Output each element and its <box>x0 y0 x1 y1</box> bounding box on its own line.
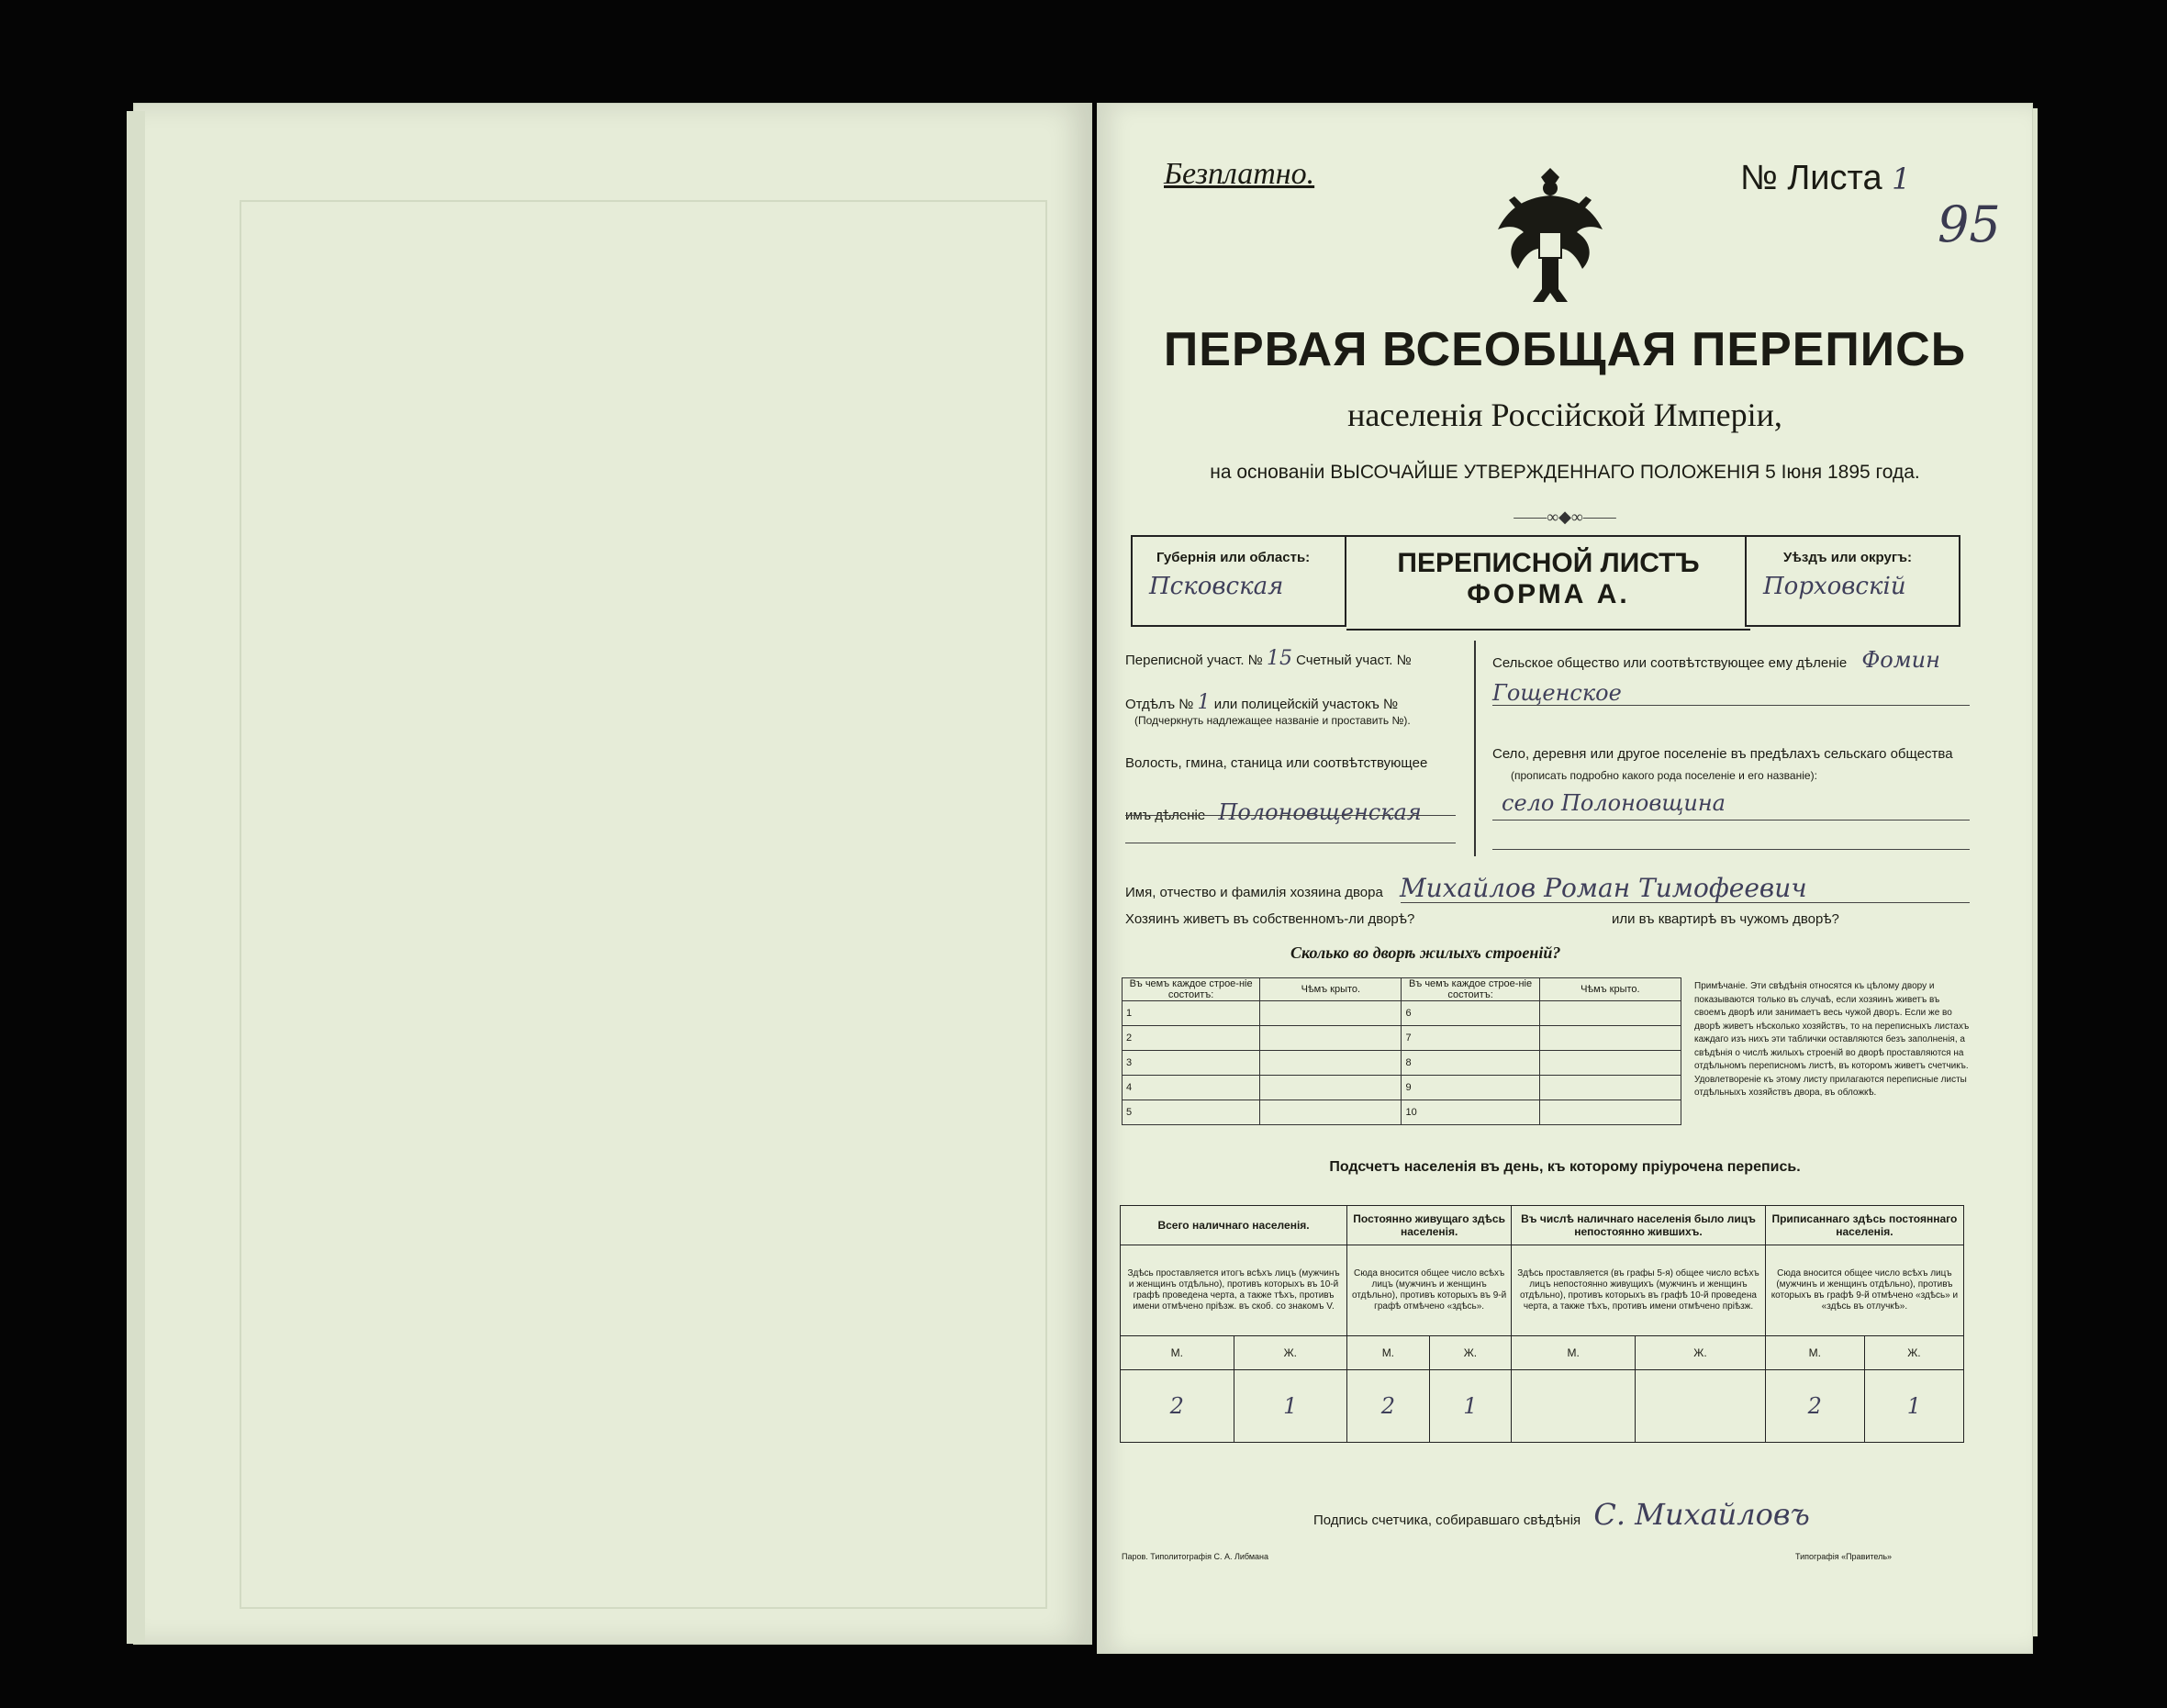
form-name: ФОРМА А. <box>1467 579 1630 609</box>
society-row <box>1492 647 1940 673</box>
male-label: М. <box>1765 1336 1864 1370</box>
census-subtitle: населенія Россійской Имперіи, <box>1347 396 1782 433</box>
resident-male-count: 2 <box>1347 1370 1430 1443</box>
form-title-box <box>1346 535 1750 631</box>
male-label: М. <box>1121 1336 1234 1370</box>
corner-number: 95 <box>1938 195 2001 253</box>
structures-table <box>1122 977 1681 1125</box>
buildings-label: Сколько во дворѣ жилыхъ строеній? <box>1290 943 1561 962</box>
village-note: (прописать подробно какого рода поселеніе и его названіе): <box>1511 769 1817 782</box>
owner-row <box>1125 873 1807 903</box>
uezd-value: Порховскій <box>1763 573 1906 600</box>
owner-lives-label: Хозяинъ живетъ въ собственномъ-ли дворѣ? <box>1125 911 1415 927</box>
left-page-frame <box>240 200 1047 1609</box>
structures-header-material: Въ чемъ каждое строе-ніе состоитъ: <box>1123 978 1260 1001</box>
legal-basis: на основаніи ВЫСОЧАЙШЕ УТВЕРЖДЕННАГО ПОЛОЖЕНІЯ 5 Іюня 1895 года. <box>1210 462 1920 483</box>
structures-note: Примѣчаніе. Эти свѣдѣнія относятся къ цѣлому двору и показываются только въ случаѣ, если хозяинъ живетъ въ своемъ дворѣ или занимаетъ весь чужой дворъ. Если же во дворѣ живетъ нѣсколько хозяйствъ, то на переписныхъ листахъ каждаго изъ нихъ эти таблички оставляются безъ заполненія, а свѣдѣнія о числѣ жилыхъ строеній во дворѣ проставляются на отдѣльномъ переписномъ листѣ, въ которомъ живетъ счетчикъ. Удовлетвореніе къ этому листу прилагаются переписные листы отдѣльныхъ хозяйствъ двора, въ обложкѣ. <box>1694 981 1970 1098</box>
population-count-table <box>1120 1205 1964 1443</box>
table-row: 2 7 <box>1123 1026 1681 1051</box>
society-label: Сельское общество или соотвѣтствующее ему дѣленіе <box>1492 655 1848 671</box>
table-row: 4 9 <box>1123 1076 1681 1100</box>
census-district-label: Переписной участ. № <box>1125 653 1263 668</box>
male-label: М. <box>1512 1336 1636 1370</box>
female-label: Ж. <box>1864 1336 1963 1370</box>
male-label: М. <box>1347 1336 1430 1370</box>
signature-label: Подпись счетчика, собиравшаго свѣдѣнія <box>1313 1513 1581 1528</box>
sheet-number-value: 1 <box>1892 162 1911 196</box>
count-title: Подсчетъ населенія въ день, къ которому пріурочена перепись. <box>1329 1159 1801 1175</box>
society-value: Фомин <box>1861 647 1940 673</box>
owner-lives-label-2: или въ квартирѣ въ чужомъ дворѣ? <box>1612 911 1839 927</box>
left-blank-page <box>133 103 1092 1645</box>
registered-female-count: 1 <box>1864 1370 1963 1443</box>
table-row: 3 8 <box>1123 1051 1681 1076</box>
counting-district-label: Счетный участ. № <box>1296 653 1412 668</box>
table-row: 5 10 <box>1123 1100 1681 1125</box>
village-value: село Полоновщина <box>1502 790 1726 816</box>
underline-note: (Подчеркнуть надлежащее названіе и проставить №). <box>1134 714 1411 727</box>
column-divider <box>1474 641 1476 856</box>
owner-label: Имя, отчество и фамилія хозяина двора <box>1125 885 1383 900</box>
double-headed-eagle-emblem <box>1481 161 1619 307</box>
village-line-2 <box>1492 849 1970 850</box>
structures-header-roof-2: Чѣмъ крыто. <box>1539 978 1681 1001</box>
printer-imprint-left: Паров. Типолитографія С. А. Либмана <box>1122 1552 1269 1561</box>
otdel-value: 1 <box>1197 691 1211 714</box>
gubernia-value: Псковская <box>1149 573 1284 600</box>
signature-row <box>1313 1497 1810 1532</box>
female-label: Ж. <box>1234 1336 1347 1370</box>
count-header-present: Всего наличнаго населенія. <box>1121 1206 1347 1245</box>
count-header-registered: Приписаннаго здѣсь постояннаго населенія. <box>1765 1206 1963 1245</box>
owner-line <box>1401 902 1970 903</box>
count-header-temporary: Въ числѣ наличнаго населенія было лицъ непостоянно жившихъ. <box>1512 1206 1766 1245</box>
village-label: Село, деревня или другое поселеніе въ предѣлахъ сельскаго общества <box>1492 746 1953 762</box>
society-value-2: Гощенское <box>1492 680 1622 706</box>
census-title: ПЕРВАЯ ВСЕОБЩАЯ ПЕРЕПИСЬ <box>1163 323 1967 376</box>
otdel-row <box>1125 691 1465 714</box>
gubernia-box <box>1131 535 1346 627</box>
structures-header-material-2: Въ чемъ каждое строе-ніе состоитъ: <box>1402 978 1539 1001</box>
society-line <box>1492 705 1970 706</box>
structures-header-roof: Чѣмъ крыто. <box>1260 978 1402 1001</box>
owner-value: Михайлов Роман Тимофеевич <box>1400 873 1807 903</box>
census-form-page <box>1097 103 2033 1654</box>
volost-row <box>1125 799 1422 825</box>
female-label: Ж. <box>1429 1336 1512 1370</box>
village-line <box>1492 820 1970 821</box>
signature-value: С. Михайловъ <box>1593 1497 1810 1532</box>
form-title: ПЕРЕПИСНОЙ ЛИСТЪ <box>1397 548 1700 578</box>
present-female-count: 1 <box>1234 1370 1347 1443</box>
ornamental-divider: ——∞◆∞—— <box>1514 508 1616 526</box>
registered-male-count: 2 <box>1765 1370 1864 1443</box>
count-desc-resident: Сюда вносится общее число всѣхъ лицъ (мужчинъ и женщинъ отдѣльно), противъ которыхъ въ 9-й графѣ отмѣчено «здѣсь». <box>1347 1245 1512 1336</box>
table-row: 1 6 <box>1123 1001 1681 1026</box>
gubernia-label: Губернія или область: <box>1156 550 1311 565</box>
volost-value: Полоновщенская <box>1218 799 1422 825</box>
temporary-female-count <box>1636 1370 1766 1443</box>
present-male-count: 2 <box>1121 1370 1234 1443</box>
census-district-row <box>1125 647 1465 670</box>
volost-line <box>1125 815 1456 816</box>
count-desc-temporary: Здѣсь проставляется (въ графы 5-я) общее число всѣхъ лицъ непостоянно живущихъ (мужчинъ и женщинъ отдѣльно), противъ которыхъ въ графѣ 10-й проведена черта, а также тѣхъ, противъ имени отмѣчено пріѣзж. <box>1512 1245 1766 1336</box>
volost-label-2: имъ дѣленіе <box>1125 808 1206 823</box>
sheet-number-label: № Листа <box>1740 159 1882 197</box>
count-desc-present: Здѣсь проставляется итогъ всѣхъ лицъ (мужчинъ и женщинъ отдѣльно), противъ которыхъ въ 10-й графѣ проведена черта, а также тѣхъ, противъ имени отмѣчено пріѣзж. въ скоб. со знакомъ V. <box>1121 1245 1347 1336</box>
free-label: Безплатно. <box>1164 157 1315 191</box>
sheet-number <box>1740 159 1911 198</box>
otdel-label: Отдѣлъ № <box>1125 697 1194 712</box>
count-header-resident: Постоянно живущаго здѣсь населенія. <box>1347 1206 1512 1245</box>
census-district-value: 15 <box>1266 647 1292 670</box>
printer-imprint-right: Типографія «Правитель» <box>1795 1552 1893 1561</box>
female-label: Ж. <box>1636 1336 1766 1370</box>
uezd-box <box>1745 535 1960 627</box>
page-edge <box>127 111 145 1644</box>
volost-label: Волость, гмина, станица или соотвѣтствующее <box>1125 755 1428 771</box>
resident-female-count: 1 <box>1429 1370 1512 1443</box>
uezd-label: Уѣздъ или округъ: <box>1783 550 1913 565</box>
temporary-male-count <box>1512 1370 1636 1443</box>
police-label: или полицейскій участокъ № <box>1213 697 1399 712</box>
count-desc-registered: Сюда вносится общее число всѣхъ лицъ (мужчинъ и женщинъ отдѣльно), противъ которыхъ въ графѣ 9-й отмѣчено «здѣсь» и «здѣсь въ отлучкѣ». <box>1765 1245 1963 1336</box>
